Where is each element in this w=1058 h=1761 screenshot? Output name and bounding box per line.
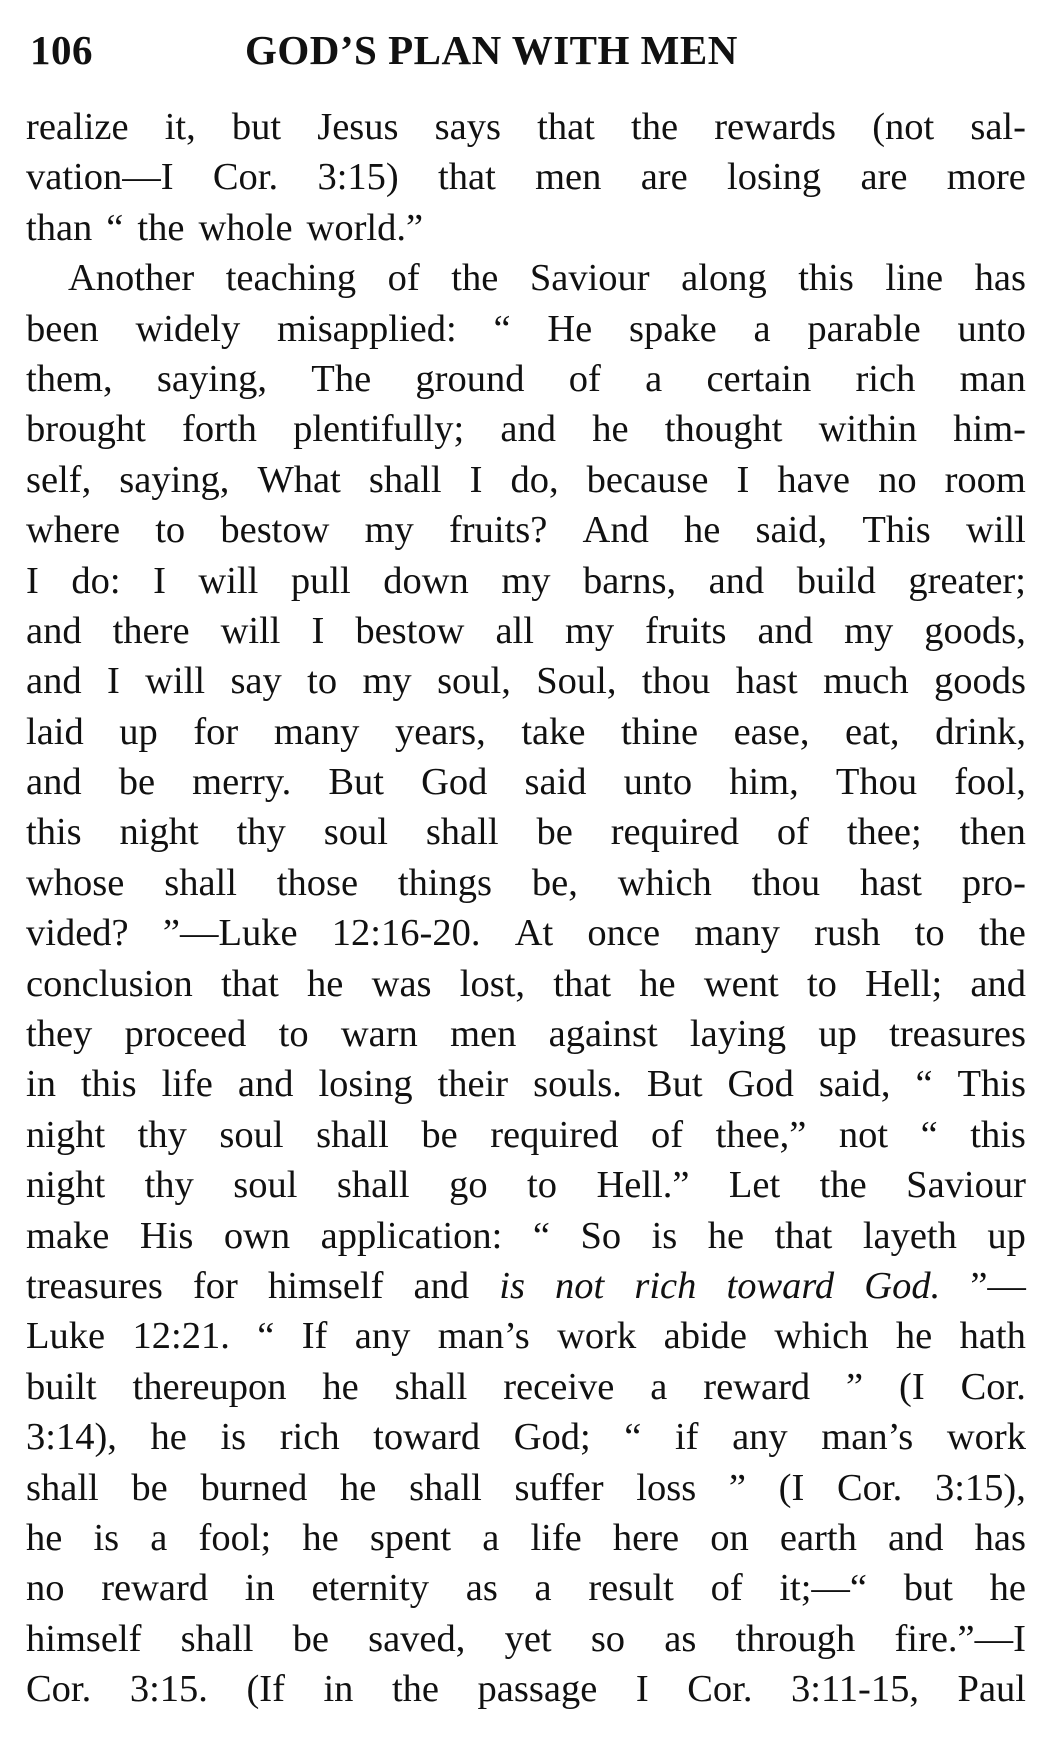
text-line: Another teaching of the Saviour along this line has [68, 257, 1026, 300]
text-line: I do: I will pull down my barns, and build greater; [26, 559, 1026, 602]
text-line: he is a fool; he spent a life here on earth and has [26, 1516, 1026, 1559]
text-line: whose shall those things be, which thou hast pro- [26, 861, 1026, 904]
text-line: and be merry. But God said unto him, Thou fool, [26, 761, 1026, 804]
text-line: realize it, but Jesus says that the rewards (not sal- [26, 106, 1026, 148]
text-line: than “ the whole world.” [26, 206, 424, 249]
text-line: Cor. 3:15. (If in the passage I Cor. 3:11-15, Paul [26, 1668, 1026, 1711]
text-line: vided? ”—Luke 12:16-20. At once many rush to the [26, 912, 1026, 955]
text-line: night thy soul shall be required of thee,” not “ this [26, 1113, 1026, 1156]
text-line: laid up for many years, take thine ease, eat, drink, [26, 710, 1026, 753]
text-line: Luke 12:21. “ If any man’s work abide which he hath [26, 1315, 1026, 1358]
text-line: brought forth plentifully; and he thought within him- [26, 408, 1026, 451]
text-line: and I will say to my soul, Soul, thou hast much goods [26, 660, 1026, 703]
text-line: this night thy soul shall be required of thee; then [26, 811, 1026, 854]
running-title: GOD’S PLAN WITH MEN [245, 27, 738, 73]
text-line: 3:14), he is rich toward God; “ if any man’s work [26, 1416, 1026, 1459]
text-line: vation—I Cor. 3:15) that men are losing are more [26, 156, 1026, 199]
text-line: no reward in eternity as a result of it;—“ but he [26, 1567, 1026, 1610]
text-line: self, saying, What shall I do, because I have no room [26, 458, 1026, 501]
text-line: himself shall be saved, yet so as through fire.”—I [26, 1617, 1026, 1660]
text-line: night thy soul shall go to Hell.” Let the Saviour [26, 1164, 1026, 1207]
text-line: they proceed to warn men against laying up treasures [26, 1013, 1026, 1056]
text-line: shall be burned he shall suffer loss ” (I Cor. 3:15), [26, 1466, 1026, 1509]
text-line: been widely misapplied: “ He spake a parable unto [26, 307, 1026, 350]
text-line: them, saying, The ground of a certain rich man [26, 357, 1026, 400]
text-line: treasures for himself and is not rich toward God. ”— [26, 1264, 1026, 1307]
text-line: where to bestow my fruits? And he said, This will [26, 509, 1026, 552]
text-line: conclusion that he was lost, that he went to Hell; and [26, 962, 1026, 1005]
text-line: and there will I bestow all my fruits and my goods, [26, 609, 1026, 652]
page-number: 106 [30, 27, 93, 73]
running-head [30, 22, 1020, 78]
text-line: built thereupon he shall receive a reward ” (I Cor. [26, 1365, 1026, 1408]
text-line: in this life and losing their souls. But God said, “ This [26, 1063, 1026, 1106]
body-text [26, 102, 1026, 1715]
text-line: make His own application: “ So is he that layeth up [26, 1214, 1026, 1257]
